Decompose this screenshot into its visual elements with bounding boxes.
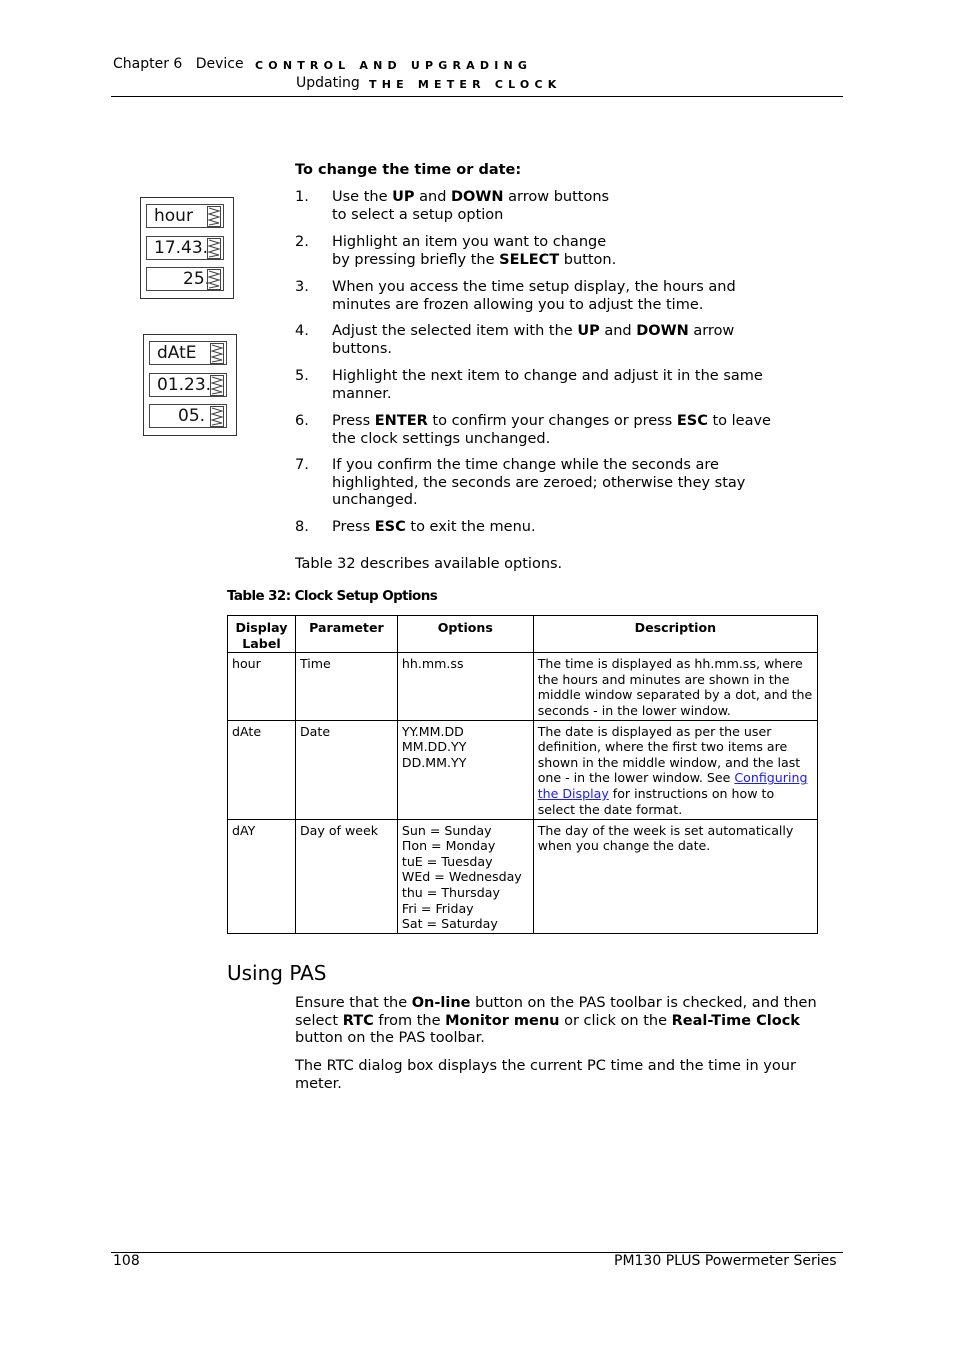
button-hatch-icon bbox=[207, 238, 221, 259]
step-number: 7. bbox=[295, 457, 309, 473]
table-row bbox=[228, 653, 818, 720]
lcd-text: 17.43. bbox=[154, 238, 209, 258]
button-hatch-icon bbox=[210, 375, 224, 396]
lcd-row bbox=[146, 267, 224, 291]
step-text: Adjust the selected item with the UP and DOWN arrow buttons. bbox=[332, 323, 735, 357]
step-text: Use the UP and DOWN arrow buttons to select a setup option bbox=[332, 189, 610, 223]
lcd-display-time bbox=[140, 197, 234, 299]
section-title: THE METER CLOCK bbox=[369, 78, 562, 91]
section-heading: Using PAS bbox=[227, 961, 327, 985]
chapter-title: CONTROL AND UPGRADING bbox=[255, 59, 533, 72]
lcd-text: 25. bbox=[183, 269, 211, 289]
lcd-text: 05. bbox=[178, 406, 206, 426]
option-item: hh.mm.ss bbox=[401, 656, 464, 672]
step-number: 3. bbox=[295, 279, 309, 295]
option-item: thu = Thursday bbox=[401, 884, 500, 900]
lcd-row bbox=[146, 236, 224, 260]
cell-label: hour bbox=[228, 653, 296, 720]
cell-description: The day of the week is set automatically when you change the date. bbox=[533, 819, 817, 933]
step-number: 1. bbox=[295, 189, 309, 205]
lcd-text: 01.23. bbox=[157, 375, 212, 395]
clock-options-table bbox=[227, 615, 818, 934]
table-intro: Table 32 describes available options. bbox=[295, 556, 563, 572]
lcd-text: hour bbox=[154, 206, 193, 226]
cell-parameter: Day of week bbox=[295, 819, 397, 933]
button-hatch-icon bbox=[207, 269, 221, 290]
lcd-row bbox=[149, 373, 227, 397]
option-item: WEd = Wednesday bbox=[401, 869, 522, 885]
step-number: 6. bbox=[295, 413, 309, 429]
step-number: 5. bbox=[295, 368, 309, 384]
cell-description: The time is displayed as hh.mm.ss, where the hours and minutes are shown in the middle window separated by a dot, and the seconds - in the lower window. bbox=[533, 653, 817, 720]
option-item: Πon = Monday bbox=[401, 838, 496, 854]
product-name: PM130 PLUS Powermeter Series bbox=[614, 1253, 837, 1269]
step-text: If you confirm the time change while the seconds are highlighted, the seconds are zeroed; otherwise they stay unchanged. bbox=[332, 457, 746, 508]
chapter-label: Chapter 6 Device bbox=[113, 56, 244, 72]
lcd-row bbox=[146, 204, 224, 228]
cell-label: dAte bbox=[228, 720, 296, 819]
step-text: Highlight the next item to change and adjust it in the same manner. bbox=[332, 368, 763, 402]
description-text: The date is displayed as per the user definition, where the first two items are shown in the middle window, and the last one - in the lower window. See bbox=[537, 723, 801, 786]
option-item: DD.MM.YY bbox=[401, 754, 467, 770]
pas-paragraph-2: The RTC dialog box displays the current PC time and the time in your meter. bbox=[295, 1058, 796, 1092]
step-number: 2. bbox=[295, 234, 309, 250]
table-row bbox=[228, 720, 818, 819]
step-number: 4. bbox=[295, 323, 309, 339]
lcd-display-date bbox=[143, 334, 237, 436]
column-header: Display Label bbox=[228, 616, 296, 653]
option-item: Fri = Friday bbox=[401, 900, 474, 916]
option-item: YY.MM.DD bbox=[401, 723, 464, 739]
cell-parameter: Date bbox=[295, 720, 397, 819]
page-number: 108 bbox=[113, 1253, 140, 1269]
option-item: tuE = Tuesday bbox=[401, 853, 493, 869]
step-text: When you access the time setup display, the hours and minutes are frozen allowing you to adjust the time. bbox=[332, 279, 736, 313]
table-caption: Table 32: Clock Setup Options bbox=[227, 588, 438, 604]
button-hatch-icon bbox=[207, 206, 221, 227]
section-label: Updating bbox=[296, 75, 360, 91]
button-hatch-icon bbox=[210, 343, 224, 364]
column-header: Description bbox=[533, 616, 817, 653]
table-row bbox=[228, 819, 818, 933]
option-item: MM.DD.YY bbox=[401, 739, 467, 755]
description-text: for instructions on how to select the date format. bbox=[537, 785, 775, 817]
lcd-text: dAtE bbox=[157, 343, 197, 363]
step-text: Press ENTER to confirm your changes or press ESC to leave the clock settings unchanged. bbox=[332, 413, 771, 447]
option-item: Sat = Saturday bbox=[401, 916, 498, 932]
step-text: Highlight an item you want to change by pressing briefly the SELECT button. bbox=[332, 234, 617, 268]
configuring-display-link[interactable]: Configuring the Display bbox=[537, 770, 808, 801]
cell-description bbox=[533, 720, 817, 819]
lcd-row bbox=[149, 404, 227, 428]
column-header: Parameter bbox=[295, 616, 397, 653]
button-hatch-icon bbox=[210, 406, 224, 427]
step-number: 8. bbox=[295, 519, 309, 535]
cell-options bbox=[397, 819, 533, 933]
option-item: Sun = Sunday bbox=[401, 822, 492, 838]
instructions-title: To change the time or date: bbox=[295, 162, 522, 178]
cell-parameter: Time bbox=[295, 653, 397, 720]
pas-paragraph-1: Ensure that the On-line button on the PAS toolbar is checked, and then select RTC from the Monitor menu or click on the Real-Time Clock button on the PAS toolbar. bbox=[295, 995, 817, 1046]
header-rule bbox=[111, 96, 843, 97]
cell-options bbox=[397, 720, 533, 819]
lcd-row bbox=[149, 341, 227, 365]
cell-label: dAY bbox=[228, 819, 296, 933]
cell-options bbox=[397, 653, 533, 720]
step-text: Press ESC to exit the menu. bbox=[332, 519, 536, 535]
column-header: Options bbox=[397, 616, 533, 653]
